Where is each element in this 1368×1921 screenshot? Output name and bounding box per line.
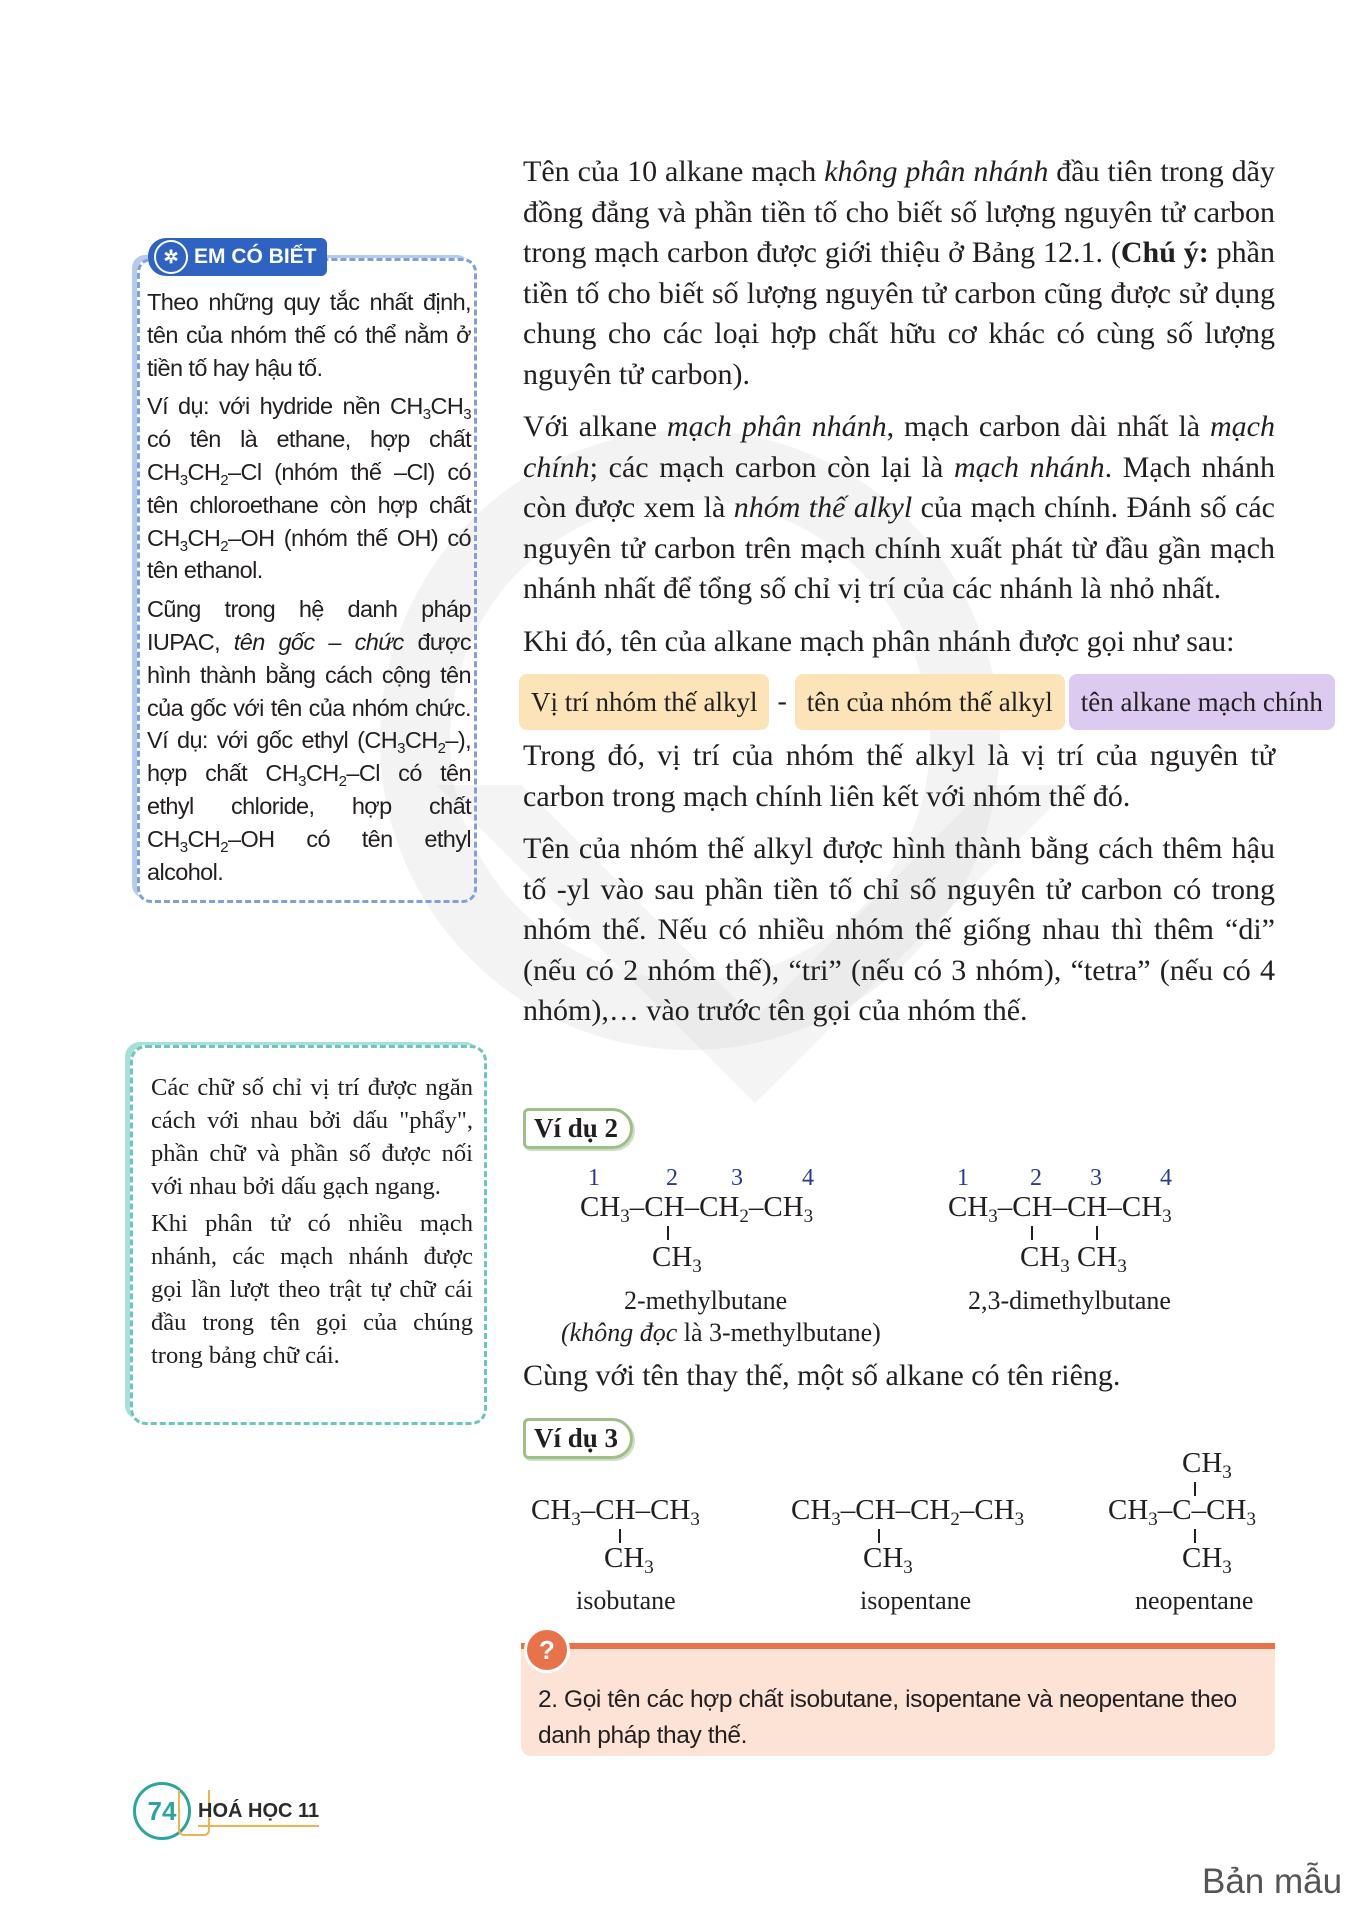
bond-line — [878, 1529, 880, 1543]
structure-isobutane-chain: $CH_3-CH-CH_3$ — [531, 1494, 700, 1530]
question-icon: ? — [524, 1627, 570, 1673]
example-2-name-b: 2,3-dimethylbutane — [968, 1286, 1171, 1315]
naming-formula — [519, 674, 1323, 730]
carbon-number: 2 — [666, 1165, 678, 1191]
bond-line — [619, 1529, 621, 1543]
bond-line — [1194, 1529, 1196, 1543]
structure-dimethylbutane-chain: $CH_3-CH-CH-CH_3$ — [948, 1191, 1172, 1227]
note-p2: Khi phân tử có nhiều mạch nhánh, các mạch nhánh được gọi lần lượt theo trật tự chữ cái đầu trong tên gọi của chúng trong bảng chữ cái. — [151, 1210, 473, 1369]
did-you-know-badge — [148, 238, 327, 276]
paragraph-naming-rule: Khi đó, tên của alkane mạch phân nhánh được gọi như sau: — [523, 624, 1235, 658]
example-2-name-a: 2-methylbutane — [624, 1286, 788, 1315]
carbon-number: 1 — [957, 1165, 969, 1191]
did-you-know-text — [147, 286, 471, 894]
paragraph-position: Trong đó, vị trí của nhóm thế alkyl là vị trí của nguyên tử carbon trong mạch chính liên kết với nhóm thế đó. — [523, 739, 1275, 813]
did-you-know-label: EM CÓ BIẾT — [194, 245, 317, 268]
paragraph-common-names: Cùng với tên thay thế, một số alkane có tên riêng. — [523, 1359, 1121, 1392]
structure-neopentane-top: $CH_3$ — [1182, 1447, 1232, 1483]
structure-isobutane-branch: $CH_3$ — [604, 1542, 654, 1578]
formula-separator: - — [777, 685, 787, 717]
did-you-know-p1: Theo những quy tắc nhất định, tên của nhóm thế có thể nằm ở tiền tố hay hậu tố. — [147, 289, 471, 381]
carbon-number: 3 — [1090, 1165, 1102, 1191]
structure-neopentane-bottom: $CH_3$ — [1182, 1542, 1232, 1578]
carbon-number: 3 — [731, 1165, 743, 1191]
example-2-note-a: (không đọc là 3-methylbutane) — [561, 1318, 881, 1347]
structure-isopentane-branch: $CH_3$ — [863, 1542, 913, 1578]
formula-main-chain-chip: tên alkane mạch chính — [1069, 674, 1335, 730]
structure-dimethylbutane-branches: $CH_3$ $CH_3$ — [1020, 1241, 1127, 1277]
bond-line — [667, 1226, 669, 1240]
formula-position-chip: Vị trí nhóm thế alkyl — [519, 674, 769, 730]
main-column — [523, 152, 1323, 1044]
example-2-tag: Ví dụ 2 — [523, 1108, 633, 1149]
carbon-number: 4 — [1160, 1165, 1172, 1191]
main-column-2 — [523, 1356, 1275, 1409]
bond-line — [1096, 1226, 1098, 1240]
question-text: 2. Gọi tên các hợp chất isobutane, isopentane và neopentane theo danh pháp thay thế. — [538, 1686, 1237, 1749]
book-title: HOÁ HỌC 11 — [198, 1800, 319, 1827]
example-3-name-a: isobutane — [576, 1586, 676, 1615]
did-you-know-p2: Ví dụ: với hydride nền $CH_3CH_3$ có tên là ethane, hợp chất $CH_3CH_2-Cl$ (nhóm thế –Cl) có tên chloroethane còn hợp chất $CH_3CH_2-OH$ (nhóm thế OH) có tên ethanol. — [147, 393, 471, 584]
paragraph-branched: Với alkane mạch phân nhánh, mạch carbon dài nhất là mạch chính; các mạch carbon còn lại là mạch nhánh. Mạch nhánh còn được xem là nhóm thế alkyl của mạch chính. Đánh số các nguyên tử carbon trên mạch chính xuất phát từ đầu gần mạch nhánh nhất để tổng số chỉ vị trí của các nhánh là nhỏ nhất. — [523, 410, 1275, 605]
note-p1: Các chữ số chỉ vị trí được ngăn cách với nhau bởi dấu "phẩy", phần chữ và phần số được nối với nhau bởi dấu gạch ngang. — [151, 1074, 473, 1200]
structure-neopentane-chain: $CH_3-C-CH_3$ — [1108, 1494, 1256, 1530]
structure-2-methylbutane-branch: $CH_3$ — [652, 1241, 702, 1277]
paragraph-intro: Tên của 10 alkane mạch không phân nhánh đầu tiên trong dãy đồng đẳng và phần tiền tố cho biết số lượng nguyên tử carbon trong mạch carbon được giới thiệu ở Bảng 12.1. (Chú ý: phần tiền tố cho biết số lượng nguyên tử carbon cũng được sử dụng chung cho các loại hợp chất hữu cơ khác có cùng số lượng nguyên tử carbon). — [523, 155, 1275, 391]
example-3-name-b: isopentane — [860, 1586, 972, 1615]
example-3-name-c: neopentane — [1135, 1586, 1254, 1615]
page-number: 74 — [133, 1782, 191, 1840]
carbon-number: 1 — [588, 1165, 600, 1191]
sample-label: Bản mẫu — [1202, 1862, 1343, 1901]
carbon-number: 2 — [1030, 1165, 1042, 1191]
bond-line — [1031, 1226, 1033, 1240]
did-you-know-p3: Cũng trong hệ danh pháp IUPAC, tên gốc – chức được hình thành bằng cách cộng tên của gốc với tên của nhóm chức. Ví dụ: với gốc ethyl $(CH_3CH_2-)$, hợp chất $CH_3CH_2-Cl$ có tên ethyl chloride, hợp chất $CH_3CH_2-OH$ có tên ethyl alcohol. — [147, 596, 472, 885]
formula-substituent-chip: tên của nhóm thế alkyl — [795, 674, 1065, 730]
example-3-tag: Ví dụ 3 — [523, 1418, 633, 1459]
carbon-number: 4 — [802, 1165, 814, 1191]
structure-2-methylbutane-chain: $CH_3-CH-CH_2-CH_3$ — [580, 1191, 814, 1227]
paragraph-alkyl-name: Tên của nhóm thế alkyl được hình thành bằng cách thêm hậu tố -yl vào sau phần tiền tố chỉ số nguyên tử carbon có trong nhóm thế. Nếu có nhiều nhóm thế giống nhau thì thêm “di” (nếu có 2 nhóm thế), “tri” (nếu có 3 nhóm), “tetra” (nếu có 4 nhóm),… vào trước tên gọi của nhóm thế. — [523, 832, 1275, 1027]
note-text — [151, 1071, 473, 1376]
structure-isopentane-chain: $CH_3-CH-CH_2-CH_3$ — [791, 1494, 1025, 1530]
atom-icon: ✲ — [154, 240, 188, 274]
